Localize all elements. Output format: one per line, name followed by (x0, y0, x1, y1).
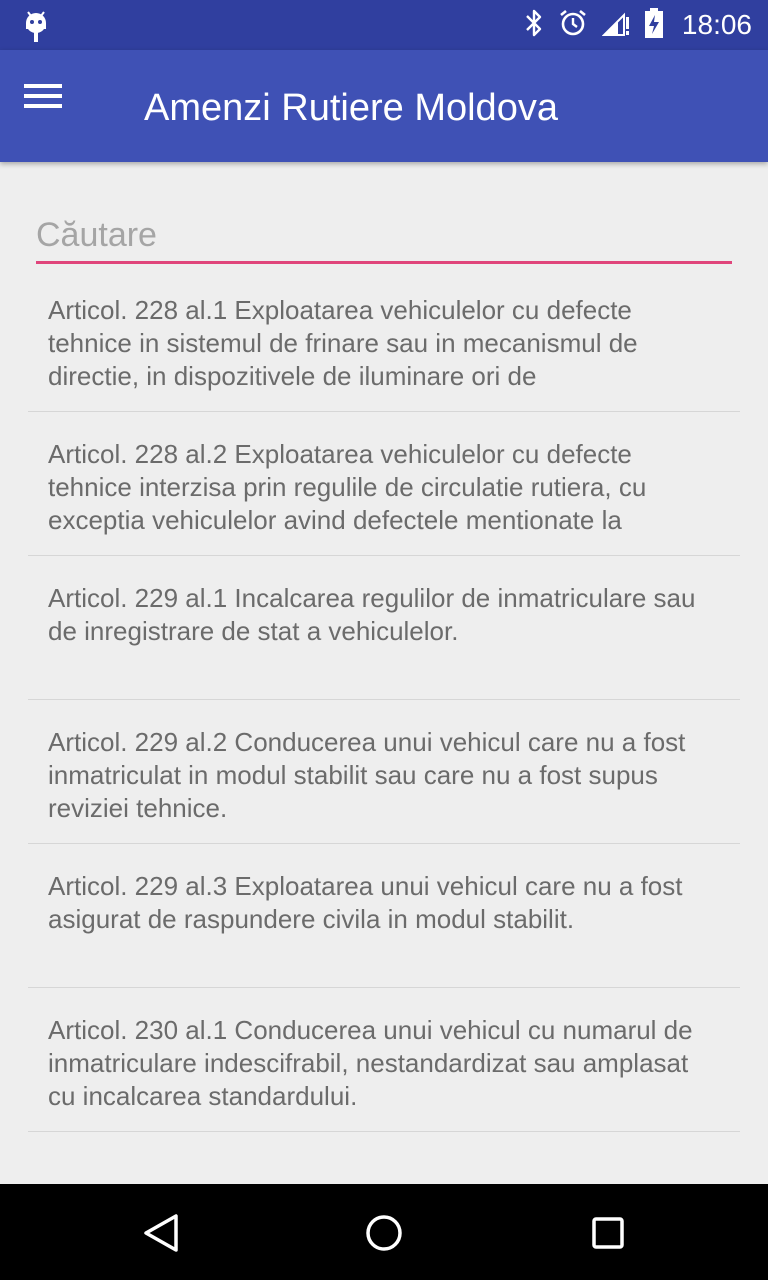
status-time: 18:06 (681, 9, 752, 40)
list-item-text: Articol. 229 al.1 Incalcarea regulilor de inmatriculare sau de inregistrare de stat a vehiculelor. (48, 583, 696, 646)
search-input[interactable] (36, 210, 732, 264)
home-icon[interactable] (359, 1208, 409, 1258)
list-item[interactable] (28, 556, 740, 700)
app-title: Amenzi Rutiere Moldova (144, 87, 558, 129)
list-item[interactable] (28, 844, 740, 988)
list-item-text: Articol. 230 al.1 Conducerea unui vehicul cu numarul de inmatriculare indescifrabil, nestandardizat sau amplasat cu incalcarea standardului. (48, 1015, 693, 1111)
signal-icon (602, 9, 630, 42)
android-icon (22, 9, 50, 43)
list-item[interactable] (28, 700, 740, 844)
articles-list (28, 268, 740, 1132)
alarm-icon (558, 8, 588, 43)
bluetooth-icon (524, 8, 544, 43)
app-bar (0, 50, 768, 162)
back-icon[interactable] (136, 1208, 186, 1258)
status-bar (0, 0, 768, 50)
battery-charging-icon (644, 7, 664, 44)
list-item-text: Articol. 228 al.1 Exploatarea vehiculelor cu defecte tehnice in sistemul de frinare sau in mecanismul de directie, in dispozitivele de iluminare ori de (48, 295, 638, 391)
list-item-text: Articol. 228 al.2 Exploatarea vehiculelor cu defecte tehnice interzisa prin regulile de circulatie rutiera, cu exceptia vehiculelor avind defectele mentionate la (48, 439, 647, 535)
list-item[interactable] (28, 988, 740, 1132)
list-item-text: Articol. 229 al.2 Conducerea unui vehicul care nu a fost inmatriculat in modul stabilit sau care nu a fost supus reviziei tehnice. (48, 727, 686, 823)
list-item-text: Articol. 229 al.3 Exploatarea unui vehicul care nu a fost asigurat de raspundere civila in modul stabilit. (48, 871, 683, 934)
search-container (36, 210, 732, 268)
hamburger-menu-icon[interactable] (24, 82, 88, 130)
recents-icon[interactable] (583, 1208, 633, 1258)
list-item[interactable] (28, 412, 740, 556)
navigation-bar (0, 1184, 768, 1280)
list-item[interactable] (28, 268, 740, 412)
